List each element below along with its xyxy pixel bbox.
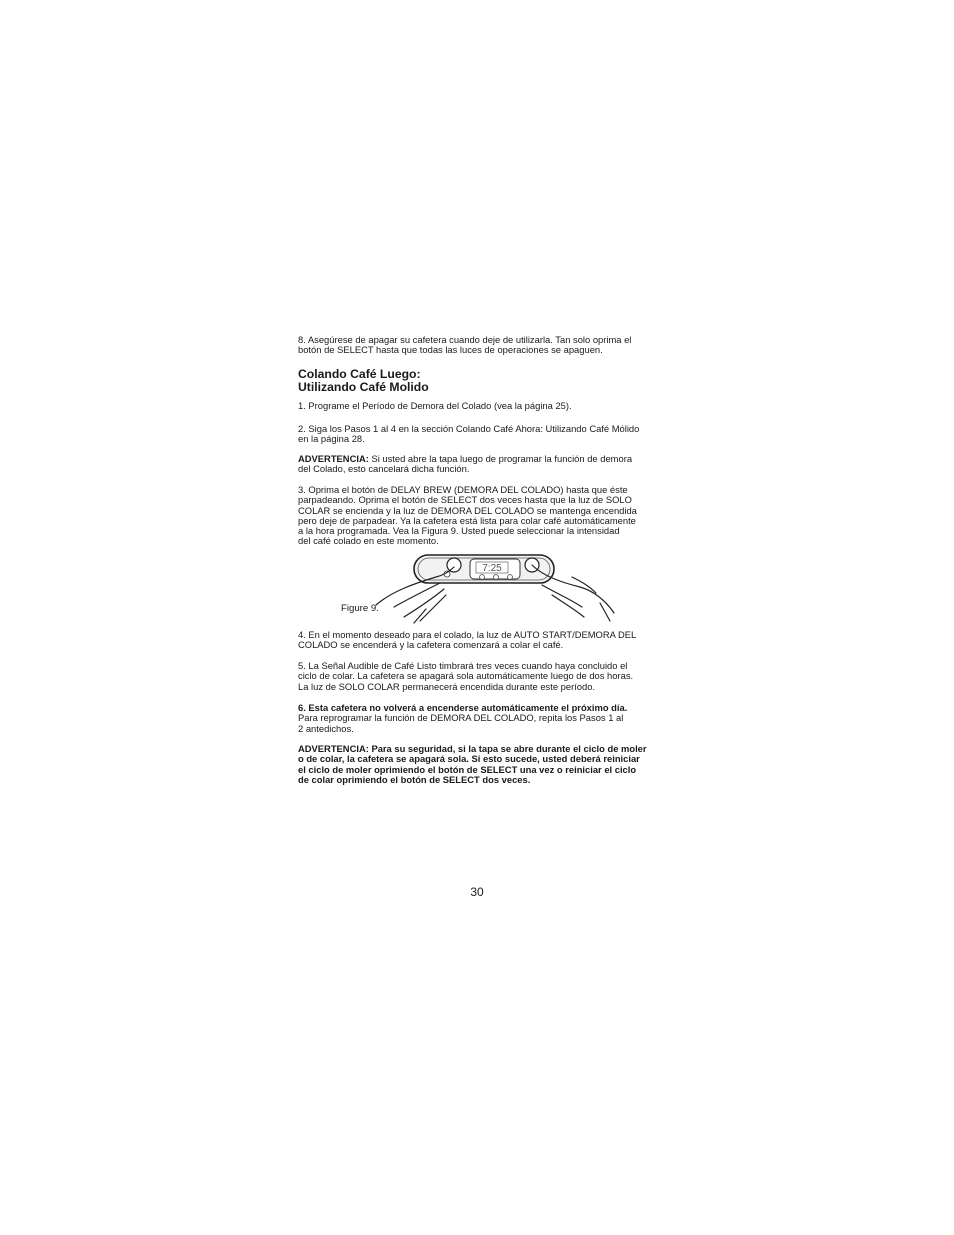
step-6 (298, 703, 660, 734)
step-2 (298, 424, 660, 445)
control-panel-figure (374, 543, 624, 625)
step-6-heading: 6. Esta cafetera no volverá a encenderse automáticamente el próximo día. (298, 702, 628, 713)
warning-1-text (298, 454, 660, 475)
page-number: 30 (470, 885, 484, 899)
display-time: 7:25 (482, 563, 502, 574)
warning-2 (298, 744, 660, 785)
step-5-text: 5. La Señal Audible de Café Listo timbrará tres veces cuando haya concluido el ciclo de colar. La cafetera se apagará sola automáticamente luego de dos horas. La luz de SOLO COLAR permanecerá encendida durante este período. (298, 660, 634, 692)
step-5 (298, 661, 660, 692)
step-1 (298, 401, 660, 411)
delay-brew-button (447, 558, 461, 572)
warning-1 (298, 454, 660, 475)
step-1-text: 1. Programe el Período de Demora del Colado (vea la página 25). (298, 400, 572, 411)
panel-button-mid-3 (508, 575, 513, 580)
warning-2-text: ADVERTENCIA: Para su seguridad, si la tapa se abre durante el ciclo de moler o de colar, la cafetera se apagará sola. Si esto sucede, usted deberá reiniciar el ciclo de moler oprimiendo el botón de SELECT una vez o reiniciar el ciclo de colar oprimiendo el botón de SELECT dos veces. (298, 743, 647, 785)
step-8-text: 8. Asegúrese de apagar su cafetera cuando deje de utilizarla. Tan solo oprima el botón de SELECT hasta que todas las luces de operaciones se apaguen. (298, 334, 632, 356)
step-3 (298, 485, 660, 547)
figure-label: Figure 9. (341, 603, 379, 614)
right-hand-icon (532, 565, 614, 621)
section-heading-block (298, 368, 660, 394)
panel-button-mid-2 (494, 575, 499, 580)
warning-1-label: ADVERTENCIA: (298, 453, 369, 464)
step-4-text: 4. En el momento deseado para el colado, la luz de AUTO START/DEMORA DEL COLADO se encenderá y la cafetera comenzará a colar el café. (298, 629, 637, 651)
step-3-text: 3. Oprima el botón de DELAY BREW (DEMORA DEL COLADO) hasta que éste parpadeando. Oprima el botón de SELECT dos veces hasta que la luz de SOLO COLAR se encienda y la luz de DEMORA DEL COLADO se mantenga encendida pero deje de parpadear. Ya la cafetera está lista para colar café automáticamente a la hora programada. Vea la Figura 9. Usted puede seleccionar la intensidad del café colado en este momento. (298, 484, 637, 547)
step-2-text: 2. Siga los Pasos 1 al 4 en la sección Colando Café Ahora: Utilizando Café Mólido en la página 28. (298, 423, 640, 445)
step-4 (298, 630, 660, 651)
panel-button-mid-1 (480, 575, 485, 580)
step-6-text: Para reprogramar la función de DEMORA DEL COLADO, repita los Pasos 1 al 2 antedichos. (298, 712, 624, 734)
step-8 (298, 335, 660, 356)
warning-1-body: Si usted abre la tapa luego de programar la función de demora del Colado, esto cancelará dicha función. (298, 453, 633, 475)
section-heading: Colando Café Luego: Utilizando Café Molido (298, 367, 429, 394)
